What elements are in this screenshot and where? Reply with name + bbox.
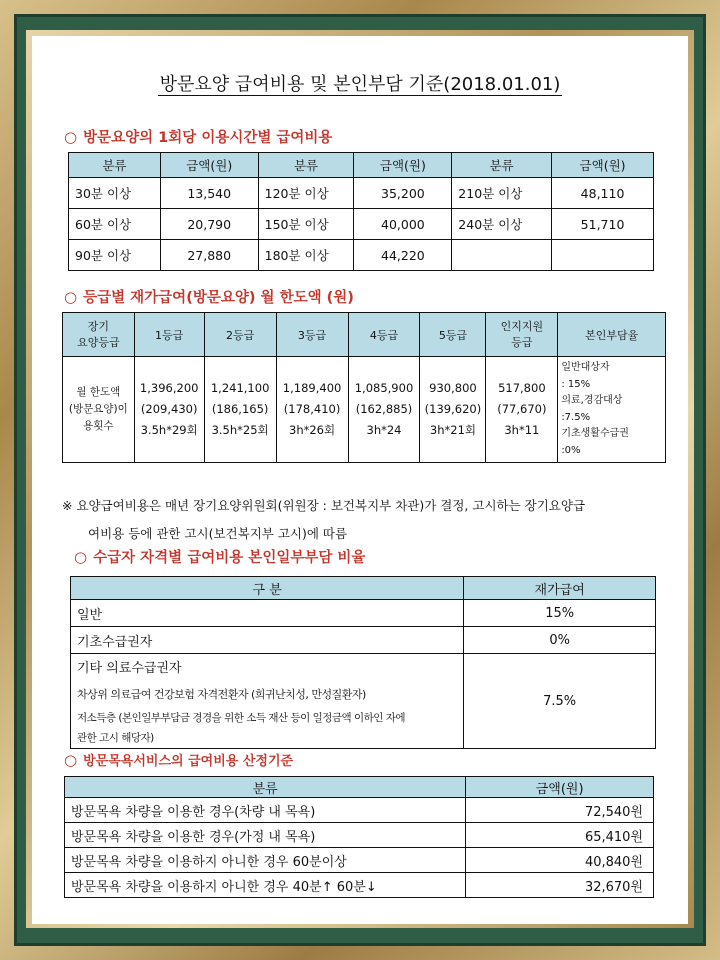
table-row [65,873,654,898]
table-cell: 65,410원 [466,823,654,848]
table-cell: 51,710 [552,209,654,240]
table-cell: 517,800 (77,670) 3h*11 [486,357,558,463]
table-cell: 27,880 [160,240,258,271]
table-row [71,600,656,627]
table-cell: 40,000 [354,209,452,240]
col-header: 금액(원) [160,153,258,178]
table-cell: 32,670원 [466,873,654,898]
section1-heading: ○ 방문요양의 1회당 이용시간별 급여비용 [64,128,333,146]
col-header: 1등급 [134,313,204,357]
table-cell: 150분 이상 [258,209,354,240]
col-header: 장기 요양등급 [63,313,135,357]
col-header: 분류 [65,777,466,798]
col-header: 금액(원) [354,153,452,178]
table-cell: 0% [464,627,656,654]
section4-heading: ○ 방문목욕서비스의 급여비용 산정기준 [64,751,294,769]
col-header: 2등급 [204,313,276,357]
table-row [65,848,654,873]
table-cell: 930,800 (139,620) 3h*21회 [420,357,486,463]
page-title: 방문요양 급여비용 및 본인부담 기준(2018.01.01) [159,74,561,95]
table-cell: 월 한도액 (방문요양)이 용횟수 [63,357,135,463]
table-cell: 일반대상자 : 15% 의료,경감대상 :7.5% 기초생활수급권 :0% [558,357,666,463]
table-cell: 1,396,200 (209,430) 3.5h*29회 [134,357,204,463]
table-cell: 60분 이상 [69,209,161,240]
table-cell: 90분 이상 [69,240,161,271]
table-cell [552,240,654,271]
circle-bullet-icon: ○ [64,288,78,306]
col-header: 분류 [258,153,354,178]
table-cell: 35,200 [354,178,452,209]
table-cell: 일반 [71,600,464,627]
table-row [63,357,666,463]
table-cell: 방문목욕 차량을 이용한 경우(차량 내 목욕) [65,798,466,823]
table-cell: 20,790 [160,209,258,240]
visit-care-fee-table [68,152,654,271]
table-row [69,240,654,271]
table-cell: 120분 이상 [258,178,354,209]
table-cell [452,240,552,271]
table-cell: 40,840원 [466,848,654,873]
table-row [69,178,654,209]
col-header: 4등급 [348,313,420,357]
table-cell: 1,241,100 (186,165) 3.5h*25회 [204,357,276,463]
note-line-2: 여비용 등에 관한 고시(보건복지부 고시)에 따름 [88,526,348,541]
table-row [71,627,656,654]
col-header: 3등급 [276,313,348,357]
table-cell: 44,220 [354,240,452,271]
table-cell: 48,110 [552,178,654,209]
table-cell: 15% [464,600,656,627]
table-cell: 방문목욕 차량을 이용하지 아니한 경우 40분↑ 60분↓ [65,873,466,898]
table-cell: 30분 이상 [69,178,161,209]
col-header: 금액(원) [466,777,654,798]
circle-bullet-icon: ○ [64,128,78,146]
table-cell: 7.5% [464,654,656,749]
note-line-1: ※ 요양급여비용은 매년 장기요양위원회(위원장 : 보건복지부 차관)가 결정, 고시하는 장기요양급 [62,498,586,513]
col-header: 분류 [452,153,552,178]
copay-ratio-table [70,576,656,749]
table-cell: 1,085,900 (162,885) 3h*24 [348,357,420,463]
table-row [71,654,656,749]
table-cell: 72,540원 [466,798,654,823]
col-header: 분류 [69,153,161,178]
table-cell: 13,540 [160,178,258,209]
col-header: 재가급여 [464,577,656,600]
table-cell: 방문목욕 차량을 이용한 경우(가정 내 목욕) [65,823,466,848]
circle-bullet-icon: ○ [74,548,88,566]
col-header: 금액(원) [552,153,654,178]
table-cell: 210분 이상 [452,178,552,209]
table-cell: 240분 이상 [452,209,552,240]
document-page [32,36,688,924]
col-header: 5등급 [420,313,486,357]
monthly-limit-table [62,312,666,463]
col-header: 본인부담율 [558,313,666,357]
circle-bullet-icon: ○ [64,751,78,769]
table-cell: 기초수급권자 [71,627,464,654]
table-row [65,798,654,823]
table-row [69,209,654,240]
table-cell: 방문목욕 차량을 이용하지 아니한 경우 60분이상 [65,848,466,873]
bath-service-table [64,776,654,898]
section2-heading: ○ 등급별 재가급여(방문요양) 월 한도액 (원) [64,288,354,306]
table-cell: 180분 이상 [258,240,354,271]
col-header: 구 분 [71,577,464,600]
table-cell: 1,189,400 (178,410) 3h*26회 [276,357,348,463]
section3-heading: ○ 수급자 자격별 급여비용 본인일부부담 비율 [74,548,366,566]
table-cell: 기타 의료수급권자 차상위 의료급여 건강보험 자격전환자 (희귀난치성, 만성질환자) 저소득층 (본인일부부담금 경경을 위한 소득 재산 등이 일정금액 이하인 자에 관한 고시 해당자) [71,654,464,749]
col-header: 인지지원 등급 [486,313,558,357]
table-row [65,823,654,848]
